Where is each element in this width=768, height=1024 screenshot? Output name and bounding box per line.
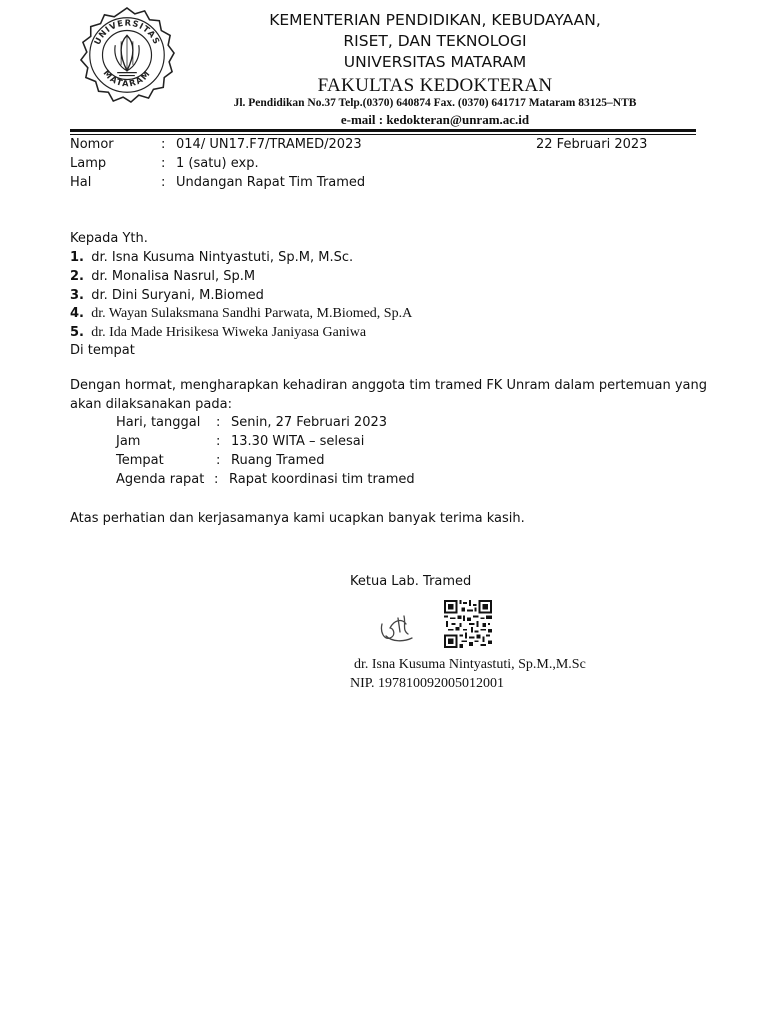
recipient-number: 2.	[70, 269, 84, 284]
lamp-colon: :	[161, 156, 166, 171]
detail-label: Agenda rapat	[116, 472, 205, 487]
nomor-colon: :	[161, 137, 166, 152]
detail-value: Rapat koordinasi tim tramed	[229, 472, 415, 487]
recipients-heading: Kepada Yth.	[70, 231, 148, 246]
detail-value: 13.30 WITA – selesai	[231, 434, 365, 449]
recipient-item	[70, 287, 264, 303]
logo-text-bottom: MATARAM	[101, 67, 153, 89]
detail-colon: :	[216, 415, 221, 430]
ministry-line-2: RISET, DAN TEKNOLOGI	[343, 32, 527, 50]
closing-text: Atas perhatian dan kerjasamanya kami ucapkan banyak terima kasih.	[70, 511, 525, 526]
recipient-name: dr. Monalisa Nasrul, Sp.M	[91, 269, 256, 284]
detail-value: Senin, 27 Februari 2023	[231, 415, 388, 430]
university-name: UNIVERSITAS MATARAM	[343, 53, 527, 71]
signatory-name: dr. Isna Kusuma Nintyastuti, Sp.M.,M.Sc	[354, 657, 586, 672]
header-rule-thick	[70, 129, 696, 132]
signatory-nip: NIP. 197810092005012001	[350, 676, 505, 691]
detail-colon: :	[216, 453, 221, 468]
nomor-value: 014/ UN17.F7/TRAMED/2023	[176, 137, 362, 152]
recipient-number: 3.	[70, 288, 84, 303]
letterhead-ministry	[190, 10, 680, 73]
faculty-name: FAKULTAS KEDOKTERAN	[317, 75, 553, 96]
detail-label: Tempat	[116, 453, 164, 468]
recipient-number: 4.	[70, 306, 84, 321]
recipients-place: Di tempat	[70, 343, 135, 358]
faculty-email: e-mail : kedokteran@unram.ac.id	[340, 112, 530, 127]
ministry-line-1: KEMENTERIAN PENDIDIKAN, KEBUDAYAAN,	[269, 11, 601, 29]
lamp-label: Lamp	[70, 156, 107, 171]
recipient-item	[70, 305, 412, 322]
intro-line-2: akan dilaksanakan pada:	[70, 397, 232, 412]
recipient-item	[70, 249, 353, 265]
detail-value: Ruang Tramed	[231, 453, 325, 468]
nomor-label: Nomor	[70, 137, 114, 152]
university-logo	[78, 6, 176, 104]
intro-line-1: Dengan hormat, mengharapkan kehadiran anggota tim tramed FK Unram dalam pertemuan yang	[70, 378, 707, 393]
header-rule-thin	[70, 134, 696, 135]
detail-label: Jam	[116, 434, 141, 449]
detail-colon: :	[214, 472, 219, 487]
detail-colon: :	[216, 434, 221, 449]
signatory-title: Ketua Lab. Tramed	[350, 574, 472, 589]
recipient-item	[70, 268, 255, 284]
recipient-number: 5.	[70, 325, 84, 340]
recipient-name: dr. Dini Suryani, M.Biomed	[91, 288, 264, 303]
hal-value: Undangan Rapat Tim Tramed	[176, 175, 366, 190]
recipient-name: dr. Ida Made Hrisikesa Wiweka Janiyasa Ganiwa	[91, 325, 367, 340]
letter-date: 22 Februari 2023	[536, 137, 648, 152]
faculty-address: Jl. Pendidikan No.37 Telp.(0370) 640874 Fax. (0370) 641717 Mataram 83125–NTB	[233, 97, 637, 109]
recipient-name: dr. Isna Kusuma Nintyastuti, Sp.M, M.Sc.	[91, 250, 354, 265]
lamp-value: 1 (satu) exp.	[176, 156, 259, 171]
logo-text-top: UNIVERSITAS	[91, 17, 163, 47]
recipient-number: 1.	[70, 250, 84, 265]
hal-label: Hal	[70, 175, 92, 190]
handwritten-signature	[376, 606, 416, 646]
detail-label: Hari, tanggal	[116, 415, 201, 430]
recipient-name: dr. Wayan Sulaksmana Sandhi Parwata, M.Biomed, Sp.A	[91, 306, 413, 321]
hal-colon: :	[161, 175, 166, 190]
recipient-item	[70, 324, 366, 341]
qr-code	[444, 600, 492, 648]
